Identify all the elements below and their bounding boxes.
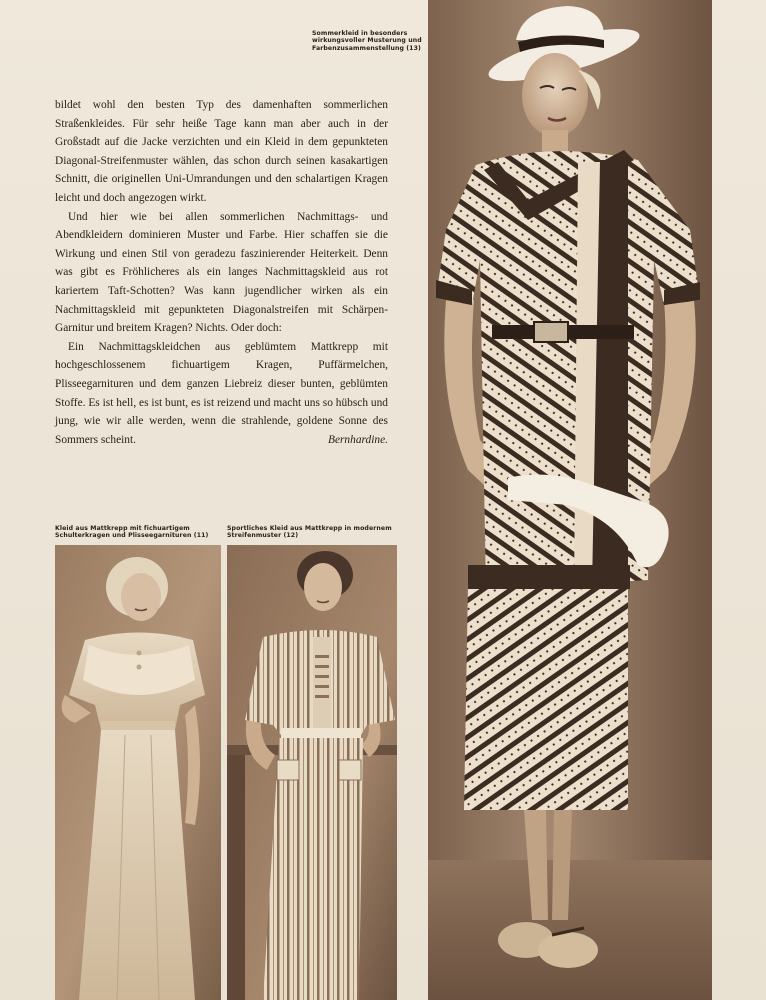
middle-fashion-photo	[227, 545, 397, 1000]
article-paragraph-3: Ein Nachmittagskleidchen aus geblümtem Mattkrepp mit hochgeschlossenem fichuartigem Kragen, Puffärmelchen, Plisseegarnituren und dem ganzen Liebreiz dieser bunten, geblümten Stoffe. Es ist hell, es ist bunt, es ist reizend und macht uns so hübsch und jung, wie wir alle werden, wenn die strahlende, goldene Sonne des Sommers scheint.	[55, 340, 388, 446]
caption-main-photo: Sommerkleid in besonders wirkungsvoller Musterung und Farbenzusammenstellung (13)	[312, 30, 422, 52]
article-paragraph-1: bildet wohl den besten Typ des damenhaften sommerlichen Straßenkleides. Für sehr heiße Tage kann man aber auch in der Großstadt auf die Jacke verzichten und ein Kleid in dem gepunkteten Diagonal-Streifenmuster wählen, das schon durch seinen kasakartigen Schnitt, die originellen Uni-Umrandungen und den schalartigen Kragen leicht und doch angezogen wirkt.	[55, 99, 388, 204]
article-text	[55, 96, 388, 449]
caption-left-photo: Kleid aus Mattkrepp mit fichuartigem Schulterkragen und Plisseegarnituren (11)	[55, 525, 209, 540]
main-fashion-photo	[428, 0, 712, 1000]
author-signature: Bernhardine.	[327, 433, 388, 446]
left-fashion-photo	[55, 545, 221, 1000]
article-paragraph-2: Und hier wie bei allen sommerlichen Nachmittags- und Abendkleidern dominieren Muster und Farbe. Hier schaffen sie die Wirkung und einen Stil von geradezu faszinierender Heiterkeit. Denn was gibt es Fröhlicheres als ein langes Nachmittagskleid aus rot kariertem Taft-Schotten? Was kann jugendlicher wirken als ein Nachmittagskleid mit gepunkteten Diagonalstreifen mit Schärpen-Garnitur und breitem Kragen? Nichts. Oder doch:	[55, 210, 388, 335]
caption-middle-photo: Sportliches Kleid aus Mattkrepp in modernem Streifenmuster (12)	[227, 525, 392, 540]
